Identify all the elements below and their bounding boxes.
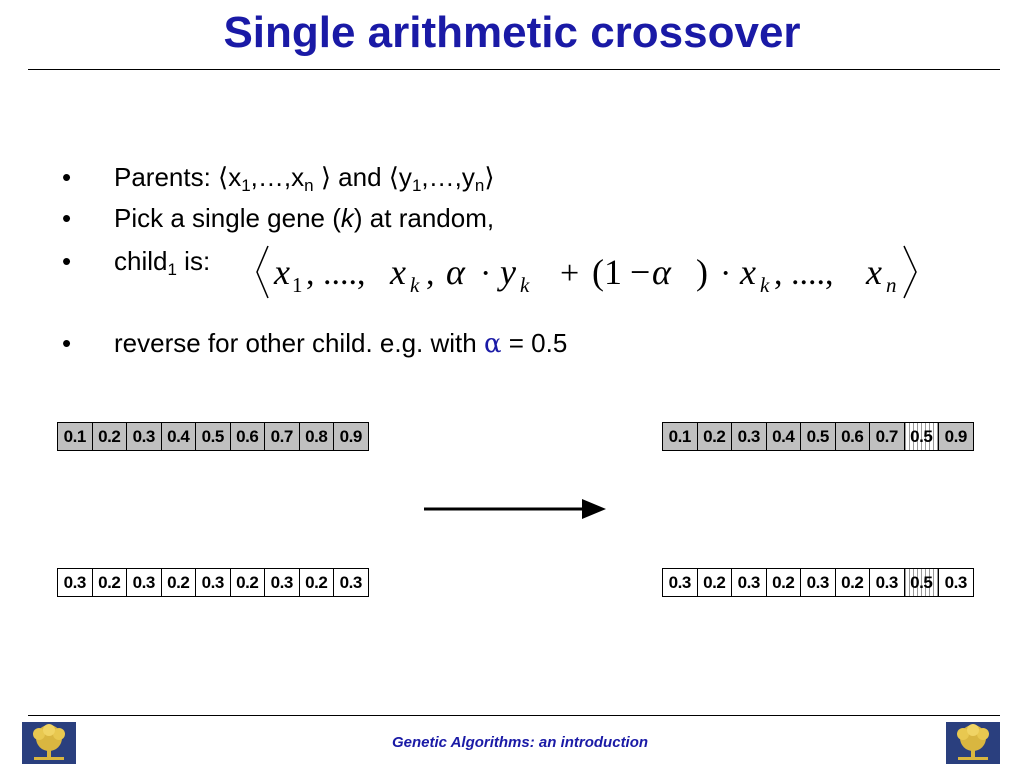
gene-cell: 0.2 [698,569,733,596]
gene-cell: 0.3 [870,569,905,596]
bullet-pick [114,203,494,234]
gene-cell: 0.6 [836,423,871,450]
slide-title: Single arithmetic crossover [223,8,801,57]
gene-cell: 0.1 [58,423,93,450]
gene-cell: 0.3 [196,569,231,596]
gene-cell: 0.3 [663,569,698,596]
bullet-parents [114,162,494,193]
gene-cell: 0.6 [231,423,266,450]
gene-cell: 0.5 [801,423,836,450]
formula-one: (1 [592,252,622,292]
parents-sub-a: 1 [241,176,251,195]
child-text-a: child [114,246,168,276]
pick-var: k [340,203,354,233]
formula-cdot1: · [480,255,492,292]
reverse-text: reverse for other child. e.g. with [114,328,484,358]
gene-cell: 0.2 [231,569,266,596]
parents-text-b: ,…,x [250,162,305,192]
child2-chromosome [662,568,974,597]
child-formula [254,242,930,302]
formula-subk3: k [760,273,770,297]
child-sub: 1 [167,260,177,279]
gene-cell: 0.3 [939,569,973,596]
parents-text-d: ,…,y [421,162,475,192]
gene-cell: 0.2 [93,423,128,450]
gene-cell: 0.2 [698,423,733,450]
gene-cell: 0.3 [127,423,162,450]
footer-title: Genetic Algorithms: an introduction [391,734,649,751]
gene-cell: 0.9 [334,423,368,450]
gene-cell: 0.3 [732,569,767,596]
formula-x1: x [274,252,290,292]
gene-cell: 0.3 [334,569,368,596]
tree-logo-icon [946,722,1000,764]
formula-alpha2: α [652,252,671,292]
formula-subk2: k [520,273,530,297]
gene-cell: 0.9 [939,423,973,450]
bullet-marker: • [62,203,72,233]
gene-cell: 0.8 [300,423,335,450]
gene-cell: 0.7 [870,423,905,450]
gene-cell: 0.4 [767,423,802,450]
formula-alpha1: α [446,252,465,292]
title-divider [28,69,1000,70]
gene-cell: 0.1 [663,423,698,450]
formula-dots1: , ...., [306,255,366,292]
formula-comma: , [426,255,435,292]
formula-xk2: x [740,252,756,292]
gene-cell: 0.2 [767,569,802,596]
parents-sub-c: 1 [411,176,422,195]
gene-cell: 0.3 [127,569,162,596]
parents-sub-b: n [304,176,314,195]
formula-right-angle [904,246,916,298]
footer-divider [28,715,1000,716]
gene-cell: 0.2 [836,569,871,596]
bullet-marker: • [62,162,72,192]
gene-cell: 0.2 [300,569,335,596]
gene-cell: 0.5 [196,423,231,450]
reverse-alpha: α [483,329,502,359]
gene-cell: 0.4 [162,423,197,450]
formula-close: ) [696,252,708,292]
pick-text-a: Pick a single gene ( [114,203,341,233]
gene-cell: 0.2 [93,569,128,596]
parent1-chromosome [57,422,369,451]
formula-sub1: 1 [292,273,303,297]
gene-cell: 0.3 [801,569,836,596]
gene-cell: 0.7 [265,423,300,450]
formula-xk: x [390,252,406,292]
formula-yk: y [500,252,516,292]
formula-left-angle [257,246,268,298]
gene-cell: 0.5 [905,423,940,450]
bullet-marker: • [62,328,72,358]
formula-plus: + [560,255,580,292]
parents-text-e: ⟩ [484,162,495,192]
pick-text-b: ) at random, [353,203,495,233]
parent2-chromosome [57,568,369,597]
parents-sub-d: n [474,176,485,195]
child1-chromosome [662,422,974,451]
transform-arrow-icon [424,496,608,522]
formula-xn: x [866,252,882,292]
gene-cell: 0.3 [265,569,300,596]
gene-cell: 0.3 [732,423,767,450]
formula-subk1: k [410,273,420,297]
parents-text-a: Parents: ⟨x [114,162,242,192]
gene-cell: 0.2 [162,569,197,596]
bullet-marker: • [62,246,72,276]
formula-subn: n [886,273,897,297]
formula-cdot2: · [720,255,732,292]
gene-cell: 0.3 [58,569,93,596]
bullet-reverse [114,328,567,359]
reverse-value: = 0.5 [501,328,568,358]
gene-cell: 0.5 [905,569,940,596]
formula-minus: − [630,252,651,292]
formula-dots2: , ...., [774,255,834,292]
parents-text-c: ⟩ and ⟨y [313,162,412,192]
bullet-child [114,246,210,277]
child-text-b: is: [176,246,211,276]
